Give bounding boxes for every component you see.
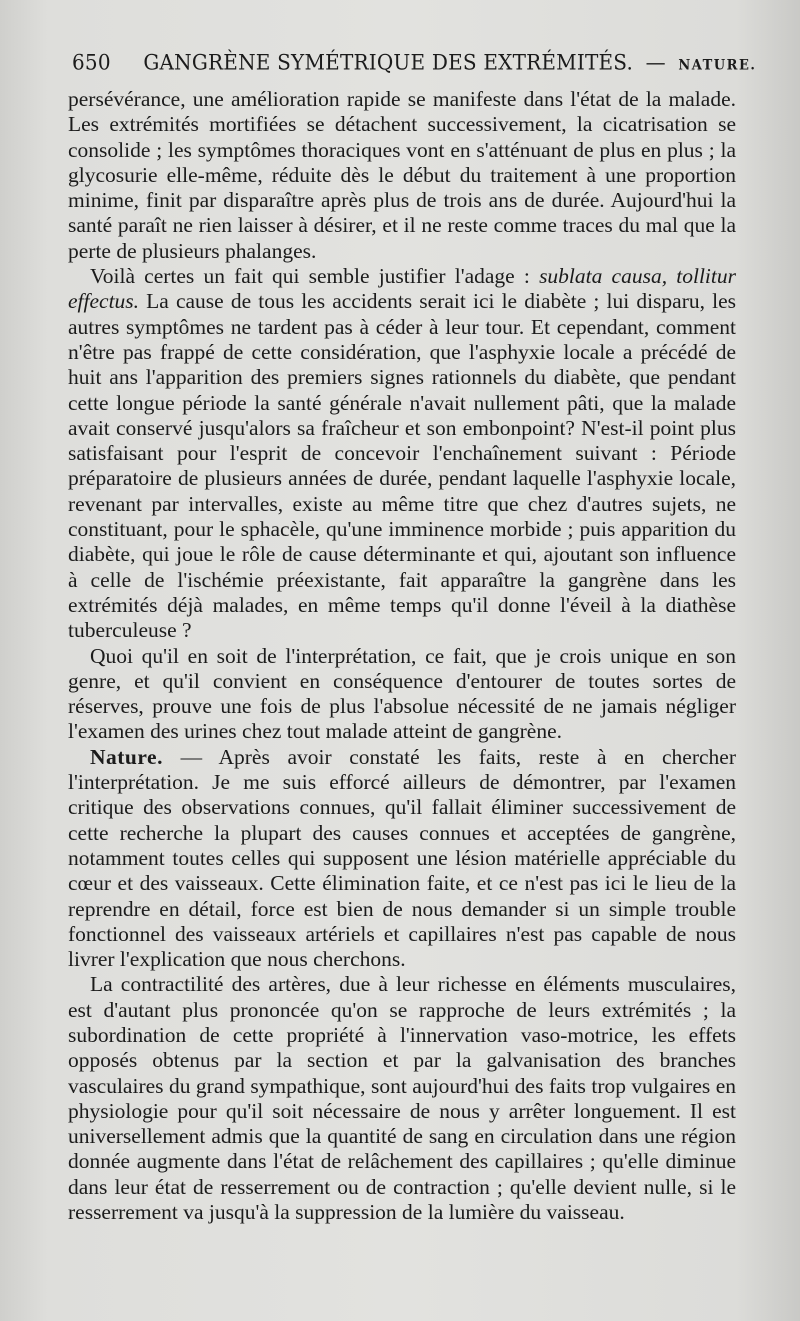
- paragraph-2-lead: Voilà certes un fait qui semble justifier l'adage :: [90, 264, 540, 289]
- paragraph-4: [68, 745, 736, 973]
- paragraph-5: La contractilité des artères, due à leur richesse en éléments musculaires, est d'autant plus prononcée qu'on se rapproche de leurs extrémités ; la subordination de cette propriété à l'innervation vaso-motrice, les effets opposés obtenus par la section et par la galvanisation des branches vasculaires du grand sympathique, sont aujourd'hui des faits trop vulgaires en physiologie pour qu'il soit nécessaire de nous y arrêter longuement. Il est universellement admis que la quantité de sang en circulation dans une région donnée augmente dans l'état de relâchement des capillaires ; qu'elle diminue dans leur état de resserrement ou de contraction ; qu'elle devient nulle, si le resserrement va jusqu'à la suppression de la lumière du vaisseau.: [68, 972, 736, 1225]
- paragraph-3: Quoi qu'il en soit de l'interprétation, ce fait, que je crois unique en son genre, et qu'il convient en conséquence d'entourer de toutes sortes de réserves, prouve une fois de plus l'absolue nécessité de ne jamais négliger l'examen des urines chez tout malade atteint de gangrène.: [68, 643, 736, 744]
- running-header: [72, 49, 757, 75]
- page-body: [68, 87, 736, 1225]
- paragraph-1: persévérance, une amélioration rapide se manifeste dans l'état de la malade. Les extrémités mortifiées se détachent successivement, la cicatrisation se consolide ; les symptômes thoraciques vont en s'atténuant de plus en plus ; la glycosurie elle-même, réduite dès le début du traitement à une proportion minime, finit par disparaître après plus de trois ans de durée. Aujourd'hui la santé paraît ne rien laisser à désirer, et il ne reste comme traces du mal que la perte de plusieurs phalanges.: [68, 87, 736, 263]
- page-number: 650: [72, 49, 111, 75]
- latin-adage: sublata causa, tollitur effectus.: [68, 264, 736, 314]
- paragraph-4-text: — Après avoir constaté les faits, reste à en chercher l'interprétation. Je me suis efforcé ailleurs de démontrer, par l'examen critique des observations connues, qu'il fallait éliminer successivement de cette recherche la plupart des causes connues et acceptées de gangrène, notamment toutes celles qui supposent une lésion matérielle appréciable du cœur et des vaisseaux. Cette élimination faite, et ce n'est pas ici le lieu de la reprendre en détail, force est bien de nous demander si un simple trouble fonctionnel des vaisseaux artériels et capillaires n'est pas capable de nous livrer l'explication que nous cherchons.: [68, 744, 736, 972]
- paragraph-2-text: La cause de tous les accidents serait ici le diabète ; lui disparu, les autres symptômes ne tardent pas à céder à leur tour. Et cependant, comment n'être pas frappé de cette considération, que l'asphyxie locale a précédé de huit ans l'apparition des premiers signes rationnels du diabète, que pendant cette longue période la santé générale n'avait nullement pâti, que la malade avait conservé jusqu'alors sa fraîcheur et son embonpoint? N'est-il point plus satisfaisant pour l'esprit de concevoir l'enchaînement suivant : Période préparatoire de plusieurs années de durée, pendant laquelle l'asphyxie locale, revenant par intervalles, existe au même titre que chez d'autres sujets, ne constituant, pour le sphacèle, qu'une imminence morbide ; puis apparition du diabète, qui joue le rôle de cause déterminante et qui, ajoutant son influence à celle de l'ischémie préexistante, fait apparaître la gangrène dans les extrémités déjà malades, en même temps qu'il donne l'éveil à la diathèse tuberculeuse ?: [68, 289, 736, 643]
- running-title: GANGRÈNE SYMÉTRIQUE DES EXTRÉMITÉS.: [143, 49, 634, 75]
- section-heading-nature: Nature.: [90, 744, 163, 769]
- header-dash: —: [645, 49, 666, 75]
- paragraph-2: [68, 264, 736, 643]
- section-name: NATURE.: [678, 57, 757, 74]
